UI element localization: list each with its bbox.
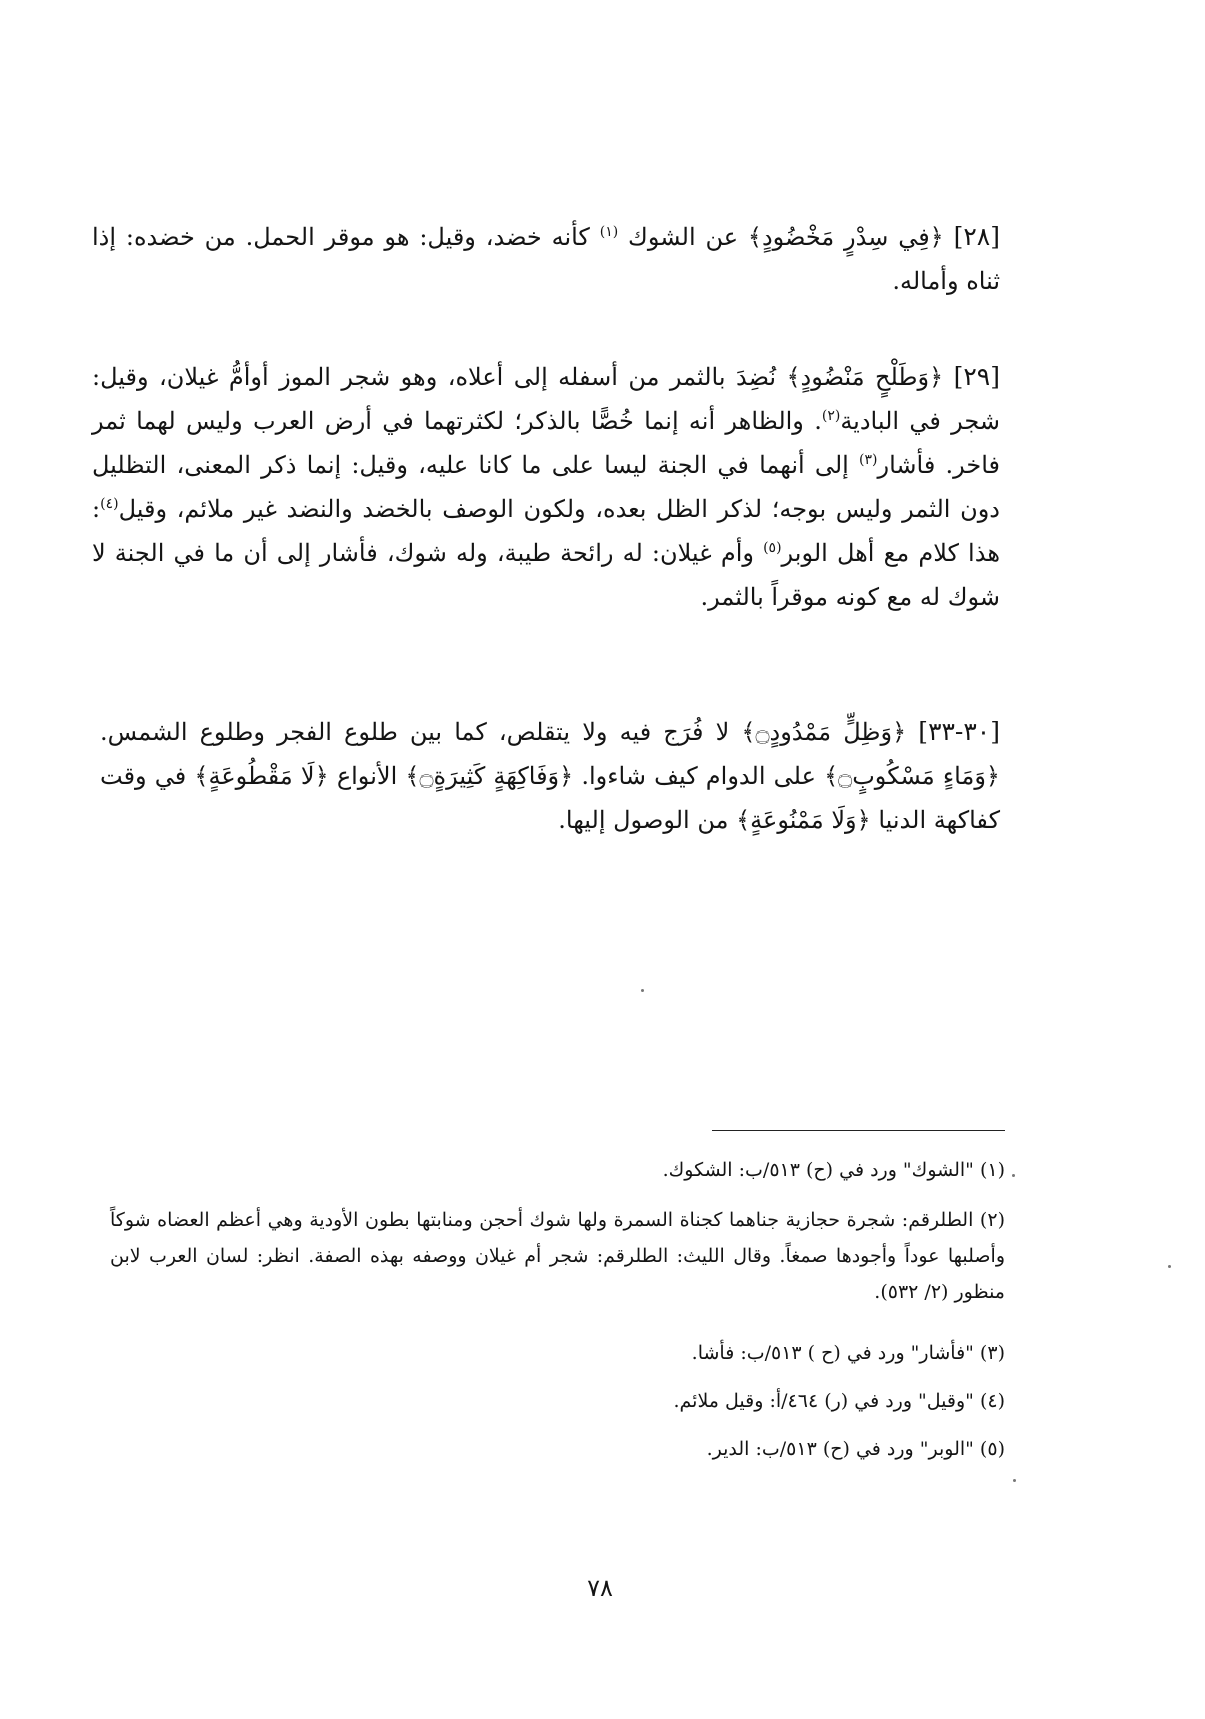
- footnote-ref-5[interactable]: (٥): [763, 540, 782, 556]
- scan-speck: [1013, 1479, 1016, 1482]
- paragraph-text: إلى أنهما في الجنة ليسا على ما كانا عليه، وقيل: إنما ذكر المعنى، التظليل دون الثمر وليس بوجه؛ لذكر الظل بعده، ولكون الوصف بالخضد والنضد غير ملائم، وقيل: [92, 451, 1000, 523]
- page-number: ٧٨: [587, 1574, 613, 1602]
- footnote-separator: [712, 1130, 1005, 1131]
- paragraph-text: . والظاهر أنه إنما خُصًّا بالذكر؛ لكثرتهما في أرض العرب وليس لهما ثمر فاخر. فأشار: [92, 407, 1000, 479]
- paragraph-text: وأم غيلان: له رائحة طيبة، وله شوك، فأشار إلى أن ما في الجنة لا شوك له مع كونه موقراً بالثمر.: [92, 539, 1000, 611]
- scan-speck: [1012, 1174, 1015, 1177]
- footnote-ref-4[interactable]: (٤): [100, 496, 119, 512]
- verse-number: [٢٨]: [953, 222, 1000, 251]
- verse-number: [٣٠-٣٣]: [918, 717, 1000, 746]
- footnote-3: (٣) "فأشار" ورد في (ح ) ٥١٣/ب: فأشا.: [691, 1342, 1005, 1364]
- footnote-ref-2[interactable]: (٢): [821, 408, 841, 424]
- scan-speck: [1168, 1265, 1171, 1268]
- footnote-ref-3[interactable]: (٣): [859, 452, 878, 468]
- footnote-ref-1[interactable]: (١): [599, 224, 619, 240]
- paragraph-text: كأنه خضد، وقيل: هو موقر الحمل. من خضده: إذا ثناه وأماله.: [92, 223, 1000, 295]
- paragraph-text: ﴿وَظِلٍّ مَمْدُودٍ۝﴾ لا فُرَج فيه ولا يتقلص، كما بين طلوع الفجر وطلوع الشمس. ﴿وَمَاءٍ مَسْكُوبٍ۝﴾ على الدوام كيف شاءوا. ﴿وَفَاكِهَةٍ كَثِيرَةٍ۝﴾ الأنواع ﴿لَا مَقْطُوعَةٍ﴾ في وقت كفاكهة الدنيا ﴿وَلَا مَمْنُوعَةٍ﴾ من الوصول إليها.: [100, 718, 1000, 834]
- paragraph-text: ﴿فِي سِدْرٍ مَخْضُودٍ﴾ عن الشوك: [628, 223, 944, 251]
- footnote-2: (٢) الطلرقم: شجرة حجازية جناهما كجناة السمرة ولها شوك أحجن ومنابتها بطون الأودية وهي أعظم العضاه شوكاً وأصلبها عوداً وأجودها صمغاً. وقال الليث: الطلرقم: شجر أم غيلان ووصفه بهذه الصفة. انظر: لسان العرب لابن منظور (٢/ ٥٣٢).: [110, 1209, 1005, 1303]
- paragraph-text: ﴿وَطَلْحٍ مَنْضُودٍ﴾ نُضِدَ بالثمر من أسفله إلى أعلاه، وهو شجر الموز أوأمُّ غيلان، وقيل: شجر في البادية: [92, 363, 1001, 435]
- paragraph-29: [92, 355, 1000, 619]
- footnote-4: (٤) "وقيل" ورد في (ر) ٤٦٤/أ: وقيل ملائم.: [673, 1390, 1005, 1412]
- paragraph-28: [92, 215, 1000, 303]
- paragraph-30-33: [100, 710, 1000, 842]
- scan-speck: [641, 989, 644, 992]
- footnote-1: (١) "الشوك" ورد في (ح) ٥١٣/ب: الشكوك.: [662, 1159, 1005, 1181]
- verse-number: [٢٩]: [953, 362, 1000, 391]
- paragraph-text: : هذا كلام مع أهل الوبر: [92, 495, 1000, 567]
- footnote-5: (٥) "الوبر" ورد في (ح) ٥١٣/ب: الدير.: [706, 1438, 1005, 1460]
